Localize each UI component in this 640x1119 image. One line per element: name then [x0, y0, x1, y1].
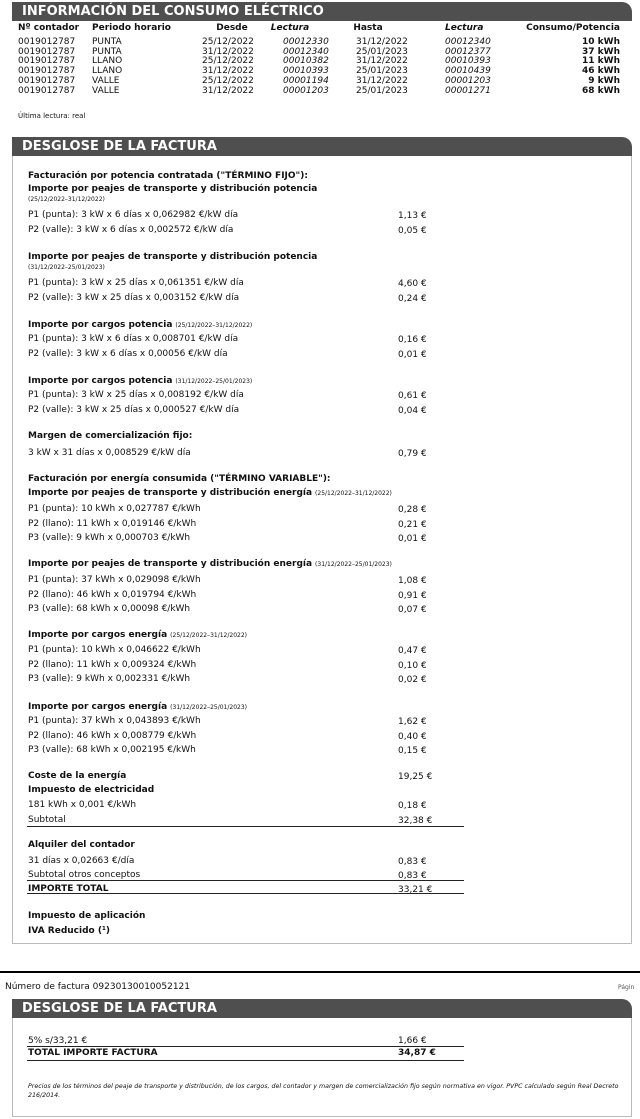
consumo-cell: 00012330: [283, 37, 329, 47]
consumo-cell: 00012377: [445, 46, 491, 57]
desglose-line-text: [28, 504, 201, 514]
desglose-line-text: [28, 210, 238, 220]
line-label: P1 (punta): 3 kW x 6 días x 0,062982 €/kW día: [28, 210, 239, 220]
total-amount: 34,87 €: [398, 1048, 436, 1058]
desglose-title: DESGLOSE DE LA FACTURA: [22, 139, 217, 154]
consumo-col-header: Nº contador: [18, 23, 80, 33]
desglose-line-text: [28, 376, 252, 386]
line-label: P1 (punta): 10 kWh x 0,046622 €/kWh: [28, 645, 201, 655]
consumo-cell: 11 kWh: [582, 56, 620, 67]
line-label: (25/12/2022–31/12/2022): [28, 196, 105, 203]
desglose-line-amount: 0,79 €: [398, 449, 427, 459]
desglose-line-amount: 33,21 €: [398, 885, 433, 895]
desglose-line-text: [28, 911, 145, 921]
consumo-title: INFORMACIÓN DEL CONSUMO ELÉCTRICO: [22, 4, 324, 19]
line-label: Importe por cargos potencia: [28, 320, 173, 330]
desglose-line-amount: 0,10 €: [398, 661, 427, 671]
consumo-cell: 25/01/2023: [356, 85, 408, 96]
line-label: Alquiler del contador: [28, 840, 135, 850]
consumo-cell: 25/12/2022: [202, 56, 254, 67]
consumo-cell: 31/12/2022: [202, 46, 254, 57]
desglose-line-text: [28, 474, 331, 484]
desglose-line-amount: 0,40 €: [398, 732, 427, 742]
consumo-cell: 00010393: [283, 66, 329, 77]
desglose-line-text: [28, 716, 201, 726]
desglose-line-amount: 1,62 €: [398, 717, 427, 727]
line-label: P1 (punta): 3 kW x 25 días x 0,061351 €/kW día: [28, 278, 244, 288]
pagina-label: Págin: [618, 984, 635, 991]
desglose-line-amount: 0,02 €: [398, 675, 427, 685]
desglose-line-amount: 0,61 €: [398, 391, 427, 401]
desglose-line-amount: 0,28 €: [398, 505, 427, 515]
iva-rule: [27, 1046, 464, 1047]
desglose-line-text: [28, 252, 317, 262]
line-label: Subtotal: [28, 815, 66, 825]
desglose-line-text: [28, 702, 247, 712]
desglose-line-text: [28, 674, 190, 684]
consumo-cell: 10 kWh: [582, 37, 620, 47]
line-label: P2 (llano): 11 kWh x 0,019146 €/kWh: [28, 519, 197, 529]
line-label: P1 (punta): 37 kWh x 0,029098 €/kWh: [28, 575, 201, 585]
total-rule-2: [27, 893, 464, 894]
line-label: P2 (llano): 46 kWh x 0,008779 €/kWh: [28, 731, 197, 741]
line-label: Facturación por energía consumida ("TÉRMINO VARIABLE"):: [28, 474, 331, 484]
desglose-line-amount: 32,38 €: [398, 816, 433, 826]
desglose-line-text: [28, 604, 190, 614]
desglose-line-text: [28, 533, 190, 543]
line-label: P2 (valle): 3 kW x 6 días x 0,002572 €/kW día: [28, 225, 234, 235]
line-label: Importe por peajes de transporte y distribución potencia: [28, 252, 318, 262]
desglose-line-amount: 0,83 €: [398, 871, 427, 881]
consumo-header: [12, 2, 632, 21]
line-label: P3 (valle): 68 kWh x 0,00098 €/kWh: [28, 604, 191, 614]
consumo-col-header: Desde: [216, 23, 248, 33]
desglose-line-text: [28, 519, 196, 529]
line-label: P2 (valle): 3 kW x 6 días x 0,00056 €/kW día: [28, 349, 228, 359]
line-label: 181 kWh x 0,001 €/kWh: [28, 800, 137, 810]
desglose-line-text: [28, 431, 192, 441]
desglose-line-text: [28, 278, 244, 288]
line-label: 3 kW x 31 días x 0,008529 €/kW día: [28, 448, 191, 458]
line-label: (31/12/2022–25/01/2023): [28, 264, 105, 271]
consumo-cell: 00012340: [283, 46, 329, 57]
consumo-col-header: Hasta: [353, 23, 383, 33]
desglose-line-amount: 0,47 €: [398, 646, 427, 656]
desglose-line-text: [28, 840, 135, 850]
desglose-line-text: [28, 264, 105, 271]
line-label: Subtotal otros conceptos: [28, 870, 141, 880]
line-label: IMPORTE TOTAL: [28, 884, 109, 894]
desglose-line-text: [28, 293, 239, 303]
consumo-cell: 0019012787: [18, 46, 76, 57]
desglose-line-amount: 0,16 €: [398, 335, 427, 345]
consumo-cell: 0019012787: [18, 75, 76, 86]
desglose-line-text: [28, 334, 238, 344]
line-label: P2 (llano): 11 kWh x 0,009324 €/kWh: [28, 660, 197, 670]
desglose-line-amount: 0,24 €: [398, 294, 427, 304]
desglose-line-amount: 19,25 €: [398, 772, 433, 782]
line-label: Facturación por potencia contratada ("TÉRMINO FIJO"):: [28, 171, 308, 181]
desglose2-title: DESGLOSE DE LA FACTURA: [22, 1001, 217, 1016]
desglose-line-text: [28, 590, 196, 600]
desglose-line-text: [28, 745, 196, 755]
consumo-cell: LLANO: [92, 66, 123, 77]
consumo-cell: 00001203: [283, 85, 329, 96]
total-label: TOTAL IMPORTE FACTURA: [28, 1048, 158, 1058]
desglose-line-amount: 0,01 €: [398, 350, 427, 360]
desglose-line-amount: 1,13 €: [398, 211, 427, 221]
consumo-cell: 0019012787: [18, 85, 76, 96]
consumo-cell: LLANO: [92, 56, 123, 67]
desglose-line-text: [28, 870, 140, 880]
line-date-range: (31/12/2022–25/01/2023): [170, 704, 248, 711]
desglose-line-text: [28, 320, 252, 330]
line-label: P1 (punta): 37 kWh x 0,043893 €/kWh: [28, 716, 201, 726]
consumo-cell: 46 kWh: [582, 66, 620, 77]
desglose-line-text: [28, 225, 233, 235]
desglose-line-text: [28, 390, 244, 400]
consumo-cell: 00001271: [445, 85, 491, 96]
consumo-cell: 00012340: [445, 37, 491, 47]
desglose-line-amount: 0,15 €: [398, 746, 427, 756]
desglose-line-text: [28, 800, 136, 810]
line-label: Importe por peajes de transporte y distribución energía: [28, 488, 313, 498]
consumo-cell: 31/12/2022: [202, 85, 254, 96]
total-rule-1: [27, 880, 464, 881]
desglose-line-amount: 0,04 €: [398, 406, 427, 416]
consumo-col-header: Lectura: [445, 23, 484, 33]
consumo-col-header: Lectura: [270, 23, 310, 33]
desglose-line-amount: 0,05 €: [398, 226, 427, 236]
consumo-cell: 9 kWh: [588, 75, 620, 86]
consumo-cell: 25/01/2023: [356, 66, 408, 77]
desglose-line-amount: 0,83 €: [398, 857, 427, 867]
desglose-line-amount: 4,60 €: [398, 279, 427, 289]
desglose-line-text: [28, 771, 126, 781]
line-label: Importe por peajes de transporte y distribución energía: [28, 559, 313, 569]
consumo-cell: 00001203: [445, 75, 491, 86]
desglose-line-text: [28, 196, 105, 203]
ultima-lectura: Última lectura: real: [18, 112, 86, 120]
iva-line: 5% s/33,21 €: [28, 1036, 88, 1046]
consumo-col-header: Periodo horario: [92, 23, 171, 33]
numero-factura: Número de factura 09230130010052121: [5, 982, 191, 992]
desglose-line-amount: 0,07 €: [398, 605, 427, 615]
line-label: P1 (punta): 3 kW x 25 días x 0,008192 €/kW día: [28, 390, 244, 400]
desglose-line-text: [28, 630, 247, 640]
consumo-col-header: Consumo/Potencia: [526, 23, 620, 33]
total-rule-3: [27, 1060, 464, 1061]
consumo-cell: 68 kWh: [582, 85, 620, 96]
desglose-line-text: [28, 405, 239, 415]
line-label: Impuesto de aplicación: [28, 911, 146, 921]
line-label: 31 días x 0,02663 €/día: [28, 856, 135, 866]
line-date-range: (25/12/2022–31/12/2022): [315, 490, 392, 497]
consumo-cell: 31/12/2022: [356, 37, 408, 47]
line-label: P3 (valle): 9 kWh x 0,002331 €/kWh: [28, 674, 191, 684]
line-label: P2 (valle): 3 kW x 25 días x 0,003152 €/kW día: [28, 293, 240, 303]
line-label: Importe por cargos energía: [28, 630, 168, 640]
desglose-line-text: [28, 785, 154, 795]
consumo-cell: 00010439: [445, 66, 491, 77]
line-date-range: (25/12/2022–31/12/2022): [170, 632, 248, 639]
desglose-line-text: [28, 645, 201, 655]
subtotal-rule: [27, 826, 464, 827]
desglose-line-amount: 0,18 €: [398, 801, 427, 811]
line-date-range: (31/12/2022–25/01/2023): [315, 561, 392, 568]
desglose-line-amount: 0,01 €: [398, 534, 427, 544]
line-date-range: (25/12/2022–31/12/2022): [175, 322, 253, 329]
desglose-header: [12, 137, 632, 156]
consumo-cell: VALLE: [92, 85, 120, 96]
desglose-line-amount: 0,91 €: [398, 591, 427, 601]
normativa-note: Precios de los términos del peaje de transporte y distribución, de los cargos, del contador y margen de comercialización fijo según normativa en vigor. PVPC calculado según Real Decreto 216/2014.: [28, 1083, 619, 1099]
page-break-rule: [0, 971, 640, 973]
consumo-cell: 37 kWh: [582, 46, 620, 57]
line-label: P3 (valle): 9 kWh x 0,000703 €/kWh: [28, 533, 191, 543]
consumo-cell: 00001194: [283, 75, 329, 86]
desglose-line-text: [28, 660, 196, 670]
desglose-line-text: [28, 349, 228, 359]
consumo-cell: 0019012787: [18, 56, 76, 67]
consumo-cell: 00010393: [445, 56, 491, 67]
consumo-cell: PUNTA: [92, 46, 122, 57]
desglose-line-amount: 1,08 €: [398, 576, 427, 586]
line-label: Importe por cargos potencia: [28, 376, 173, 386]
line-label: Impuesto de electricidad: [28, 785, 155, 795]
desglose-line-text: [28, 171, 308, 181]
desglose2-box: [12, 1018, 632, 1117]
iva-amount: 1,66 €: [398, 1036, 427, 1046]
consumo-cell: PUNTA: [92, 37, 122, 47]
line-label: P2 (llano): 46 kWh x 0,019794 €/kWh: [28, 590, 197, 600]
line-label: Importe por peajes de transporte y distribución potencia: [28, 184, 318, 194]
line-label: P1 (punta): 3 kW x 6 días x 0,008701 €/kW día: [28, 334, 239, 344]
line-label: P3 (valle): 68 kWh x 0,002195 €/kWh: [28, 745, 196, 755]
desglose2-header: [12, 999, 632, 1018]
desglose-line-text: [28, 815, 66, 825]
desglose-line-text: [28, 731, 196, 741]
consumo-cell: 25/12/2022: [202, 75, 254, 86]
desglose-line-text: [28, 448, 191, 458]
desglose-line-text: [28, 926, 110, 936]
desglose-line-amount: 0,21 €: [398, 520, 427, 530]
line-label: Margen de comercialización fijo:: [28, 431, 193, 441]
line-label: Coste de la energía: [28, 771, 127, 781]
desglose-line-text: [28, 488, 392, 498]
line-label: P2 (valle): 3 kW x 25 días x 0,000527 €/kW día: [28, 405, 240, 415]
consumo-cell: 0019012787: [18, 37, 76, 47]
consumo-cell: 0019012787: [18, 66, 76, 77]
line-label: Importe por cargos energía: [28, 702, 168, 712]
desglose-line-text: [28, 856, 134, 866]
consumo-cell: 31/12/2022: [202, 66, 254, 77]
desglose-line-text: [28, 575, 201, 585]
consumo-cell: 31/12/2022: [356, 75, 408, 86]
consumo-cell: 25/12/2022: [202, 37, 254, 47]
consumo-cell: 00010382: [283, 56, 329, 67]
line-date-range: (31/12/2022–25/01/2023): [175, 378, 253, 385]
desglose-line-text: [28, 559, 392, 569]
consumo-cell: VALLE: [92, 75, 120, 86]
desglose-line-text: [28, 184, 317, 194]
line-label: IVA Reducido (¹): [28, 926, 111, 936]
consumo-cell: 25/01/2023: [356, 46, 408, 57]
consumo-cell: 31/12/2022: [356, 56, 408, 67]
line-label: P1 (punta): 10 kWh x 0,027787 €/kWh: [28, 504, 201, 514]
